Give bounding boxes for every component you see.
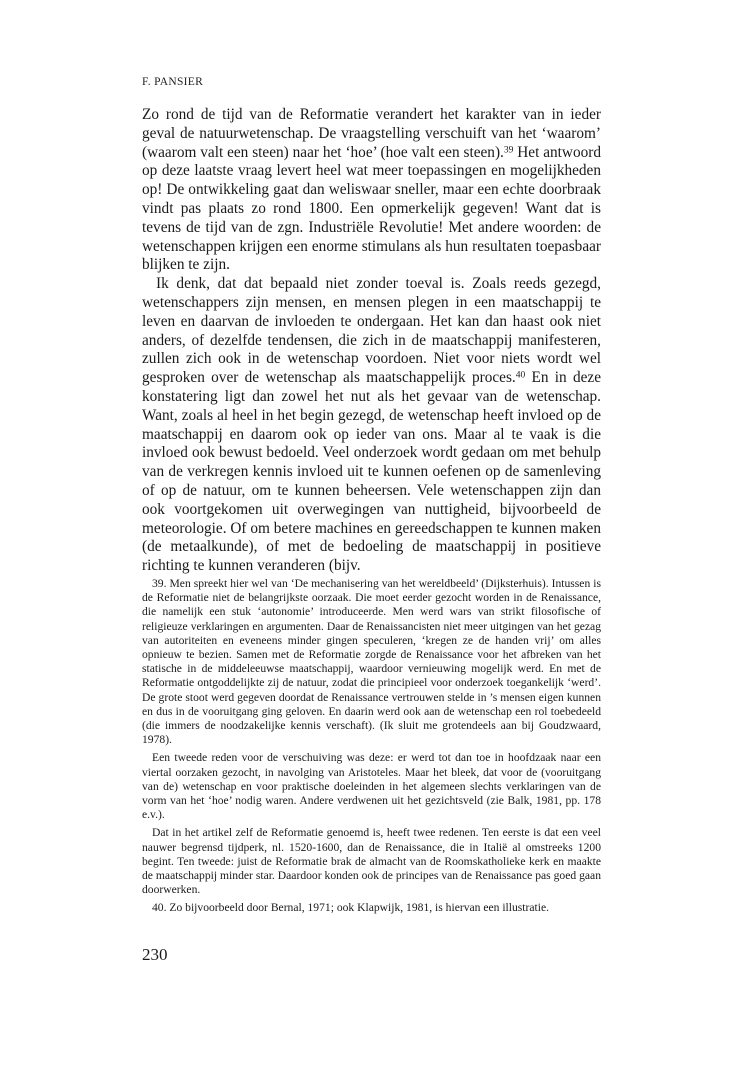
footnotes	[142, 577, 601, 920]
paragraph-1-text: Zo rond de tijd van de Reformatie verandert het karakter van in ieder geval de natuurwetenschap. De vraagstelling verschuift van het ‘waarom’ (waarom valt een steen) naar het ‘hoe’ (hoe valt een steen).	[142, 106, 601, 161]
footnote-ref-40: 40	[515, 370, 526, 381]
running-head: F. PANSIER	[142, 76, 204, 88]
paragraph-2-continuation: En in deze konstatering ligt dan zowel het nut als het gevaar van de wetenschap. Want, zoals al heel in het begin gezegd, de wetenschap heeft invloed op de maatschappij en daarom ook op ieder van ons. Maar al te vaak is die invloed ook bewust bedoeld. Veel onderzoek wordt gedaan om met behulp van de verkregen kennis invloed uit te kunnen oefenen op de samenleving of op de natuur, om te kunnen beheersen. Vele wetenschappen zijn dan ook voortgekomen uit overwegingen van nuttigheid, bijvoorbeeld de meteorologie. Of om betere machines en gereedschappen te kunnen maken (de metaalkunde), of met de bedoeling de maatschappij in positieve richting te kunnen veranderen (bijv.	[142, 369, 601, 575]
paragraph-1	[142, 106, 601, 275]
page-number: 230	[142, 945, 168, 964]
paragraph-2-text: Ik denk, dat dat bepaald niet zonder toeval is. Zoals reeds gezegd, wetenschappers zijn mensen, en mensen plegen in een maatschappij te leven en daarvan de invloeden te ondergaan. Het kan dan haast ook niet anders, of dezelfde tendensen, die zich in de maatschappij manifesteren, zullen zich ook in de wetenschap voordoen. Niet voor niets wordt wel gesproken over de wetenschap als maatschappelijk proces.	[142, 275, 601, 387]
paragraph-2	[142, 275, 601, 576]
footnote-39-part-3: Dat in het artikel zelf de Reformatie genoemd is, heeft twee redenen. Ten eerste is dat een veel nauwer begrensd tijdperk, nl. 1520-1600, dan de Renaissance, die in Italië al omstreeks 1200 begint. Ten tweede: juist de Reformatie brak de almacht van de Roomskatholieke kerk en maakte de maatschappij minder star. Daardoor konden ook de principes van de Renaissance pas goed gaan doorwerken.	[142, 826, 601, 897]
footnote-39-part-2: Een tweede reden voor de verschuiving was deze: er werd tot dan toe in hoofdzaak naar een viertal oorzaken gezocht, in navolging van Aristoteles. Maar het bleek, dat voor de (vooruitgang van de) wetenschap en voor praktische doeleinden in het algemeen slechts verklaringen van de vorm van het ‘hoe’ nodig waren. Andere verdwenen uit het gezichtsveld (zie Balk, 1981, pp. 178 e.v.).	[142, 751, 601, 822]
paragraph-1-continuation: Het antwoord op deze laatste vraag levert heel wat meer toepassingen en mogelijkheden op! De ontwikkeling gaat dan weliswaar sneller, maar een echte doorbraak vindt pas plaats zo rond 1800. Een opmerkelijk gegeven! Want dat is tevens de tijd van de zgn. Industriële Revolutie! Met andere woorden: de wetenschappen krijgen een enorme stimulans als hun resultaten toepasbaar blijken te zijn.	[142, 143, 601, 274]
footnote-40: 40. Zo bijvoorbeeld door Bernal, 1971; ook Klapwijk, 1981, is hiervan een illustratie.	[152, 901, 550, 915]
body-text	[142, 106, 601, 576]
footnote-39-part-1: 39. Men spreekt hier wel van ‘De mechanisering van het wereldbeeld’ (Dijksterhuis). Intussen is de Reformatie niet de belangrijkste oorzaak. Die moet eerder gezocht worden in de Renaissance, die namelijk een stuk ‘autonomie’ introduceerde. Men werd wars van strikt filosofische of religieuze verklaringen en argumenten. Daar de Renaissancisten niet meer uitgingen van het gezag van autoriteiten en eveneens minder gingen speculeren, ‘kregen ze de handen vrij’ om alles opnieuw te bezien. Samen met de Reformatie zorgde de Renaissance voor het afbreken van het statische in de middeleeuwse maatschappij, waardoor vernieuwing mogelijk werd. En met de Reformatie ontgoddelijkte zij de natuur, zodat die principieel voor onderzoek toegankelijk ‘werd’. De grote stoot werd gegeven doordat de Renaissance vertrouwen stelde in ’s mensen eigen kunnen en dus in de vooruitgang ging geloven. En daarin werd ook aan de wetenschap een rol toebedeeld (die immers de noodzakelijke kennis verschaft). (Ik sluit me grotendeels aan bij Goudzwaard, 1978).	[142, 577, 601, 747]
footnote-ref-39: 39	[503, 145, 514, 156]
